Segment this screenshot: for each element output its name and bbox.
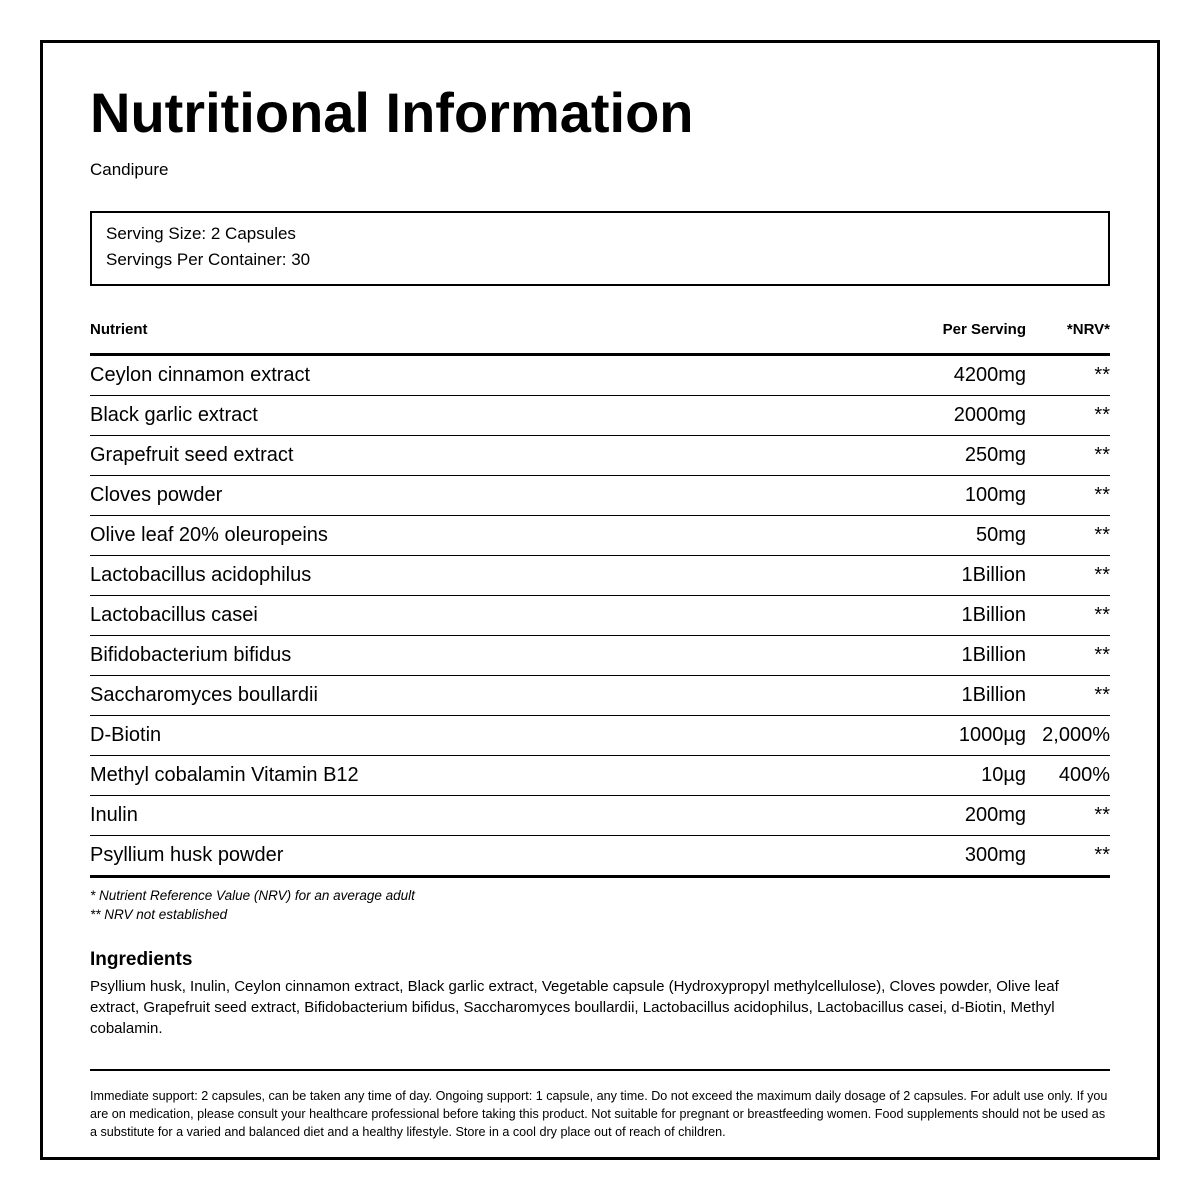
footnote-nrv: * Nutrient Reference Value (NRV) for an average adult xyxy=(90,888,415,903)
header-nrv: *NRV* xyxy=(1026,311,1110,355)
divider xyxy=(90,1069,1110,1071)
nutrient-name: Inulin xyxy=(90,796,826,836)
table-header-row xyxy=(90,311,1110,355)
nrv-value: ** xyxy=(1026,556,1110,596)
table-row xyxy=(90,476,1110,516)
page-title: Nutritional Information xyxy=(90,81,694,144)
nutrient-table xyxy=(90,311,1110,878)
per-serving-value: 200mg xyxy=(826,796,1026,836)
nrv-value: ** xyxy=(1026,476,1110,516)
nutrient-name: Saccharomyces boullardii xyxy=(90,676,826,716)
nutrient-name: Methyl cobalamin Vitamin B12 xyxy=(90,756,826,796)
per-serving-value: 250mg xyxy=(826,436,1026,476)
servings-per-container: Servings Per Container: 30 xyxy=(106,250,311,269)
nrv-value: 400% xyxy=(1026,756,1110,796)
header-nutrient: Nutrient xyxy=(90,311,826,355)
nrv-value: ** xyxy=(1026,596,1110,636)
nrv-value: 2,000% xyxy=(1026,716,1110,756)
nrv-value: ** xyxy=(1026,355,1110,396)
table-row xyxy=(90,516,1110,556)
per-serving-value: 50mg xyxy=(826,516,1026,556)
nrv-value: ** xyxy=(1026,796,1110,836)
nutrient-name: Grapefruit seed extract xyxy=(90,436,826,476)
footnote-nrv-not-established: ** NRV not established xyxy=(90,907,228,922)
table-row xyxy=(90,676,1110,716)
per-serving-value: 1Billion xyxy=(826,636,1026,676)
table-row xyxy=(90,355,1110,396)
table-row xyxy=(90,636,1110,676)
nutrient-name: Olive leaf 20% oleuropeins xyxy=(90,516,826,556)
nutrient-name: Lactobacillus acidophilus xyxy=(90,556,826,596)
label-frame xyxy=(40,40,1160,1160)
ingredients-text: Psyllium husk, Inulin, Ceylon cinnamon extract, Black garlic extract, Vegetable capsule (Hydroxypropyl methylcellulose), Cloves powder, Olive leaf extract, Grapefruit seed extract, Bifidobacterium bifidus, Saccharomyces boullardii, Lactobacillus acidophilus, Lactobacillus casei, d-Biotin, Methyl cobalamin. xyxy=(90,978,1059,1037)
nutrient-name: D-Biotin xyxy=(90,716,826,756)
per-serving-value: 100mg xyxy=(826,476,1026,516)
per-serving-value: 4200mg xyxy=(826,355,1026,396)
table-row xyxy=(90,596,1110,636)
usage-disclaimer: Immediate support: 2 capsules, can be taken any time of day. Ongoing support: 1 capsule, any time. Do not exceed the maximum daily dosage of 2 capsules. For adult use only. If you are on medication, please consult your healthcare professional before taking this product. Not suitable for pregnant or breastfeeding women. Food supplements should not be used as a substitute for a varied and balanced diet and a healthy lifestyle. Store in a cool dry place out of reach of children. xyxy=(90,1089,1108,1139)
nrv-value: ** xyxy=(1026,676,1110,716)
per-serving-value: 300mg xyxy=(826,836,1026,877)
nutrient-name: Lactobacillus casei xyxy=(90,596,826,636)
header-per-serving: Per Serving xyxy=(826,311,1026,355)
table-row xyxy=(90,556,1110,596)
footnotes xyxy=(90,886,1110,924)
per-serving-value: 1Billion xyxy=(826,676,1026,716)
table-row xyxy=(90,436,1110,476)
per-serving-value: 2000mg xyxy=(826,396,1026,436)
per-serving-value: 1Billion xyxy=(826,556,1026,596)
ingredients-heading: Ingredients xyxy=(90,949,193,970)
table-row xyxy=(90,796,1110,836)
table-row xyxy=(90,716,1110,756)
table-row xyxy=(90,756,1110,796)
per-serving-value: 1Billion xyxy=(826,596,1026,636)
nrv-value: ** xyxy=(1026,836,1110,877)
nutrient-name: Black garlic extract xyxy=(90,396,826,436)
table-row xyxy=(90,836,1110,877)
nutrient-name: Cloves powder xyxy=(90,476,826,516)
nutrient-name: Bifidobacterium bifidus xyxy=(90,636,826,676)
per-serving-value: 10µg xyxy=(826,756,1026,796)
nrv-value: ** xyxy=(1026,396,1110,436)
nrv-value: ** xyxy=(1026,516,1110,556)
nutrient-name: Ceylon cinnamon extract xyxy=(90,355,826,396)
table-row xyxy=(90,396,1110,436)
serving-size: Serving Size: 2 Capsules xyxy=(106,224,296,243)
label-content xyxy=(90,81,1110,1141)
per-serving-value: 1000µg xyxy=(826,716,1026,756)
product-name: Candipure xyxy=(90,160,169,179)
nutrient-name: Psyllium husk powder xyxy=(90,836,826,877)
nrv-value: ** xyxy=(1026,436,1110,476)
serving-info-box xyxy=(90,211,1110,286)
nrv-value: ** xyxy=(1026,636,1110,676)
